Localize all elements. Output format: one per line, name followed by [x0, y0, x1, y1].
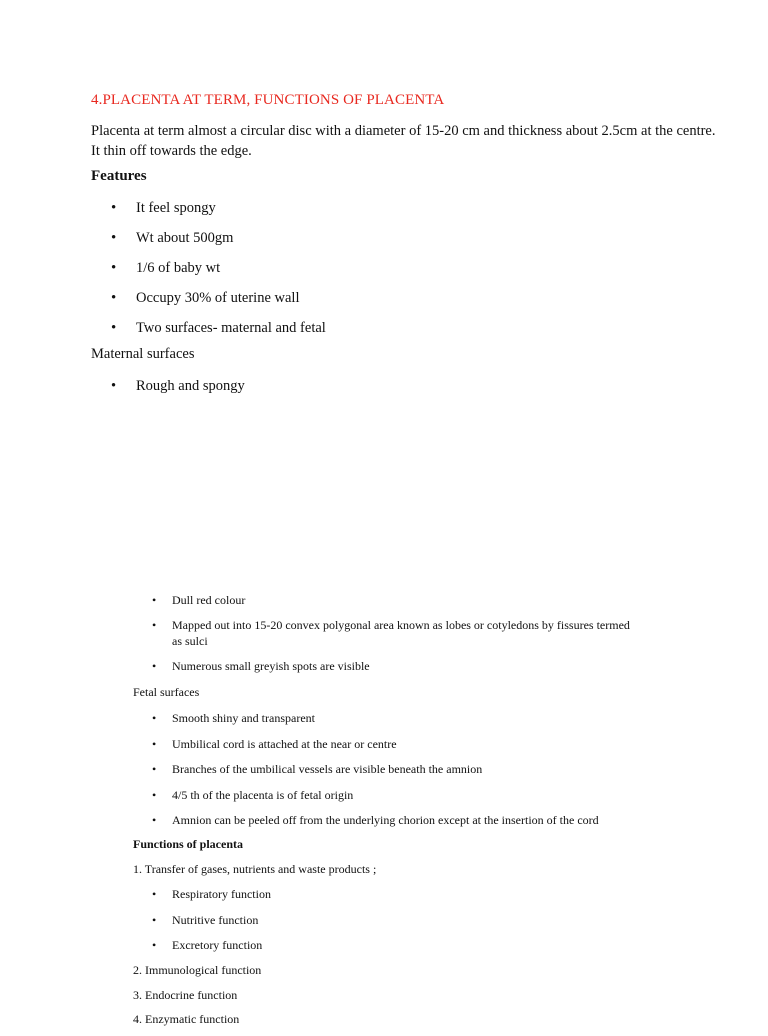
list-item: • It feel spongy: [111, 198, 326, 228]
list-item: • Smooth shiny and transparent: [152, 710, 672, 736]
list-item: • Mapped out into 15-20 convex polygonal area known as lobes or cotyledons by fissures termed as sulci: [152, 617, 642, 649]
fetal-heading: Fetal surfaces: [133, 685, 200, 699]
list-item: • Umbilical cord is attached at the near or centre: [152, 736, 672, 762]
list-item: 4. Enzymatic function: [133, 1012, 240, 1026]
maternal-heading: Maternal surfaces: [91, 346, 195, 362]
features-heading: Features: [91, 168, 147, 184]
fetal-list: [152, 710, 672, 838]
list-item: 3. Endocrine function: [133, 987, 238, 1002]
list-item: • 1/6 of baby wt: [111, 258, 326, 288]
list-item: 2. Immunological function: [133, 963, 262, 977]
functions-numbered-list: [133, 962, 261, 1036]
list-item: • Dull red colour: [152, 592, 652, 608]
section-heading: 4.PLACENTA AT TERM, FUNCTIONS OF PLACENTA: [91, 92, 445, 108]
list-item: • Wt about 500gm: [111, 228, 326, 258]
list-item: • 4/5 th of the placenta is of fetal origin: [152, 787, 672, 813]
list-item: • Excretory function: [152, 937, 271, 963]
features-list: [111, 198, 326, 348]
intro-paragraph: Placenta at term almost a circular disc with a diameter of 15-20 cm and thickness about 2.5cm at the centre. It thin off towards the edge.: [91, 123, 716, 159]
maternal-list-continued: [152, 592, 652, 683]
function-item-1: 1. Transfer of gases, nutrients and waste products ;: [133, 862, 377, 876]
list-item: • Amnion can be peeled off from the underlying chorion except at the insertion of the cord: [152, 812, 672, 838]
list-item: • Rough and spongy: [111, 376, 245, 396]
list-item: • Branches of the umbilical vessels are visible beneath the amnion: [152, 761, 672, 787]
list-item: • Two surfaces- maternal and fetal: [111, 318, 326, 348]
list-item: • Numerous small greyish spots are visible: [152, 658, 652, 674]
maternal-list-top: [111, 376, 245, 396]
transfer-sublist: [152, 886, 271, 963]
list-item: • Occupy 30% of uterine wall: [111, 288, 326, 318]
functions-heading: Functions of placenta: [133, 837, 244, 851]
list-item: • Nutritive function: [152, 912, 271, 938]
list-item: • Respiratory function: [152, 886, 271, 912]
